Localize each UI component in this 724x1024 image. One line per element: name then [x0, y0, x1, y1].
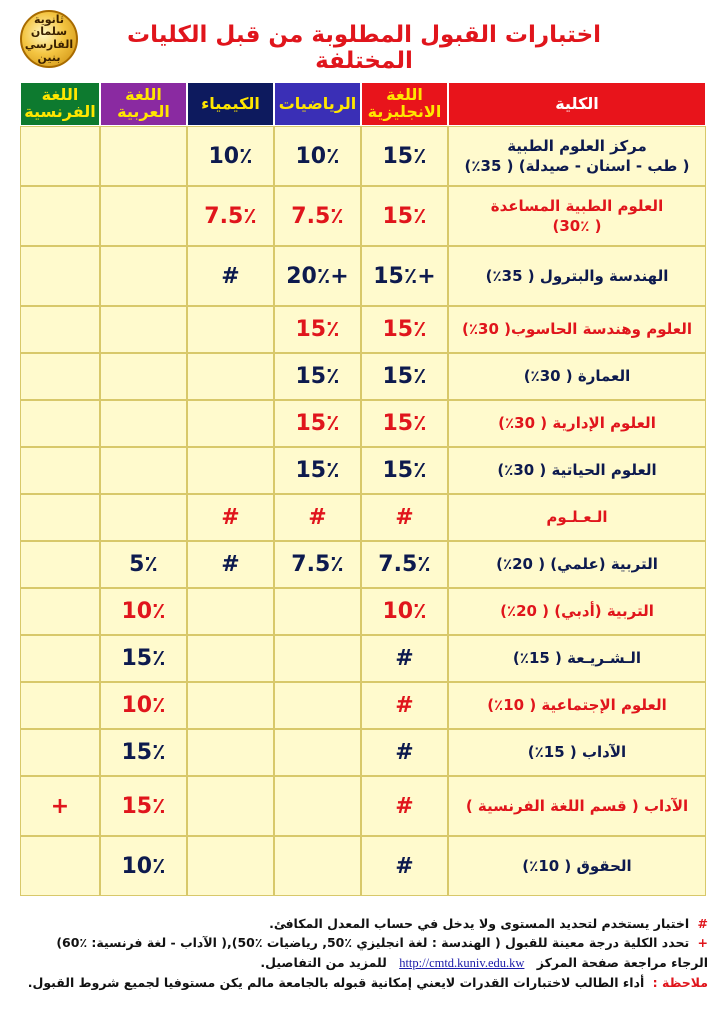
math-cell: [274, 776, 361, 836]
french-cell: [20, 126, 100, 186]
arabic-cell: [100, 246, 187, 306]
math-cell: 20٪+: [274, 246, 361, 306]
footnote-link-line: [18, 953, 708, 973]
chemistry-cell: [187, 729, 274, 776]
footnote-hash-text: اختبار يستخدم لتحديد المستوى ولا يدخل في حساب المعدل المكافئ.: [269, 916, 690, 931]
french-cell: [20, 400, 100, 447]
english-cell: 15٪: [361, 400, 448, 447]
chemistry-cell: [187, 353, 274, 400]
college-cell: العلوم الإدارية ( 30٪): [448, 400, 706, 447]
chemistry-cell: 7.5٪: [187, 186, 274, 246]
french-cell: [20, 447, 100, 494]
table-row: [20, 400, 706, 447]
math-cell: 15٪: [274, 447, 361, 494]
english-cell: #: [361, 836, 448, 896]
college-subtitle: ( 30٪): [552, 217, 602, 235]
header-french: اللغة الفرنسية: [20, 82, 100, 126]
chemistry-cell: [187, 682, 274, 729]
math-cell: [274, 836, 361, 896]
english-cell: 15٪: [361, 306, 448, 353]
college-cell: العلوم الإجتماعية ( 10٪): [448, 682, 706, 729]
table-row: [20, 186, 706, 246]
college-cell: الآداب ( قسم اللغة الفرنسية ): [448, 776, 706, 836]
college-cell: الآداب ( 15٪): [448, 729, 706, 776]
college-cell: الهندسة والبترول ( 35٪): [448, 246, 706, 306]
arabic-cell: 15٪: [100, 729, 187, 776]
english-cell: 10٪: [361, 588, 448, 635]
arabic-cell: 10٪: [100, 836, 187, 896]
college-cell: التربية (أدبي) ( 20٪): [448, 588, 706, 635]
arabic-cell: [100, 447, 187, 494]
chemistry-cell: 10٪: [187, 126, 274, 186]
math-cell: 15٪: [274, 400, 361, 447]
english-cell: 15٪: [361, 353, 448, 400]
chemistry-cell: [187, 447, 274, 494]
college-cell: العلوم وهندسة الحاسوب( 30٪): [448, 306, 706, 353]
arabic-cell: [100, 494, 187, 541]
english-cell: #: [361, 729, 448, 776]
english-cell: 15٪: [361, 186, 448, 246]
math-cell: [274, 588, 361, 635]
arabic-cell: [100, 353, 187, 400]
french-cell: [20, 729, 100, 776]
table-row: [20, 246, 706, 306]
header-chemistry: الكيمياء: [187, 82, 274, 126]
footnote-remark-mark: ملاحظة :: [652, 975, 708, 991]
footnote-hash-mark: #: [697, 916, 708, 931]
school-logo-text: ثانوية سلمان الفارسي بنين: [24, 12, 74, 64]
arabic-cell: [100, 126, 187, 186]
french-cell: [20, 588, 100, 635]
arabic-cell: 5٪: [100, 541, 187, 588]
french-cell: [20, 186, 100, 246]
school-logo: [20, 10, 78, 68]
french-cell: [20, 353, 100, 400]
footnote-hash: [18, 914, 708, 933]
table-header-row: [20, 82, 706, 126]
math-cell: [274, 729, 361, 776]
french-cell: [20, 494, 100, 541]
chemistry-cell: [187, 306, 274, 353]
header-english: اللغة الانجليزية: [361, 82, 448, 126]
french-cell: [20, 306, 100, 353]
english-cell: 15٪: [361, 447, 448, 494]
college-cell: العمارة ( 30٪): [448, 353, 706, 400]
center-website-link[interactable]: http://cmtd.kuniv.edu.kw: [399, 955, 525, 970]
arabic-cell: 10٪: [100, 588, 187, 635]
admission-tests-table: [20, 82, 706, 896]
college-cell: الـشـريـعة ( 15٪): [448, 635, 706, 682]
footnote-link-before: الرجاء مراجعة صفحة المركز: [536, 954, 708, 970]
footnote-plus-text: تحدد الكلية درجة معينة للقبول ( الهندسة : لغة انجليزي ٪50, رياضيات ٪50),( الآداب - لغة فرنسية: ٪60): [56, 935, 690, 951]
college-cell: العلوم الحياتية ( 30٪): [448, 447, 706, 494]
table-row: [20, 729, 706, 776]
header-math: الرياضيات: [274, 82, 361, 126]
arabic-cell: [100, 400, 187, 447]
arabic-cell: [100, 306, 187, 353]
table-row: [20, 836, 706, 896]
arabic-cell: 10٪: [100, 682, 187, 729]
english-cell: 7.5٪: [361, 541, 448, 588]
english-cell: #: [361, 635, 448, 682]
math-cell: [274, 682, 361, 729]
table-row: [20, 494, 706, 541]
table-row: [20, 635, 706, 682]
french-cell: [20, 682, 100, 729]
college-name: مركز العلوم الطبية: [507, 136, 647, 155]
footnote-remark-text: أداء الطالب لاختبارات القدرات لايعني إمكانية قبوله بالجامعة مالم يكن مستوفيا لجميع شروط القبول.: [27, 975, 645, 991]
college-name: العلوم الطبية المساعدة: [490, 196, 664, 215]
chemistry-cell: #: [187, 494, 274, 541]
french-cell: [20, 635, 100, 682]
math-cell: [274, 635, 361, 682]
footnote-plus-mark: +: [697, 935, 708, 951]
french-cell: +: [20, 776, 100, 836]
english-cell: #: [361, 682, 448, 729]
french-cell: [20, 836, 100, 896]
college-cell: الحقوق ( 10٪): [448, 836, 706, 896]
english-cell: 15٪: [361, 126, 448, 186]
chemistry-cell: #: [187, 246, 274, 306]
arabic-cell: [100, 186, 187, 246]
chemistry-cell: [187, 836, 274, 896]
math-cell: #: [274, 494, 361, 541]
french-cell: [20, 541, 100, 588]
footnote-link-after: للمزيد من التفاصيل.: [260, 954, 387, 970]
math-cell: 15٪: [274, 306, 361, 353]
college-cell: [448, 186, 706, 246]
table-row: [20, 353, 706, 400]
french-cell: [20, 246, 100, 306]
table-row: [20, 306, 706, 353]
chemistry-cell: #: [187, 541, 274, 588]
english-cell: #: [361, 494, 448, 541]
english-cell: 15٪+: [361, 246, 448, 306]
footnote-plus: [18, 933, 708, 952]
english-cell: #: [361, 776, 448, 836]
arabic-cell: 15٪: [100, 635, 187, 682]
college-cell: الـعـلـوم: [448, 494, 706, 541]
chemistry-cell: [187, 588, 274, 635]
table-row: [20, 541, 706, 588]
header: [0, 0, 724, 76]
chemistry-cell: [187, 635, 274, 682]
arabic-cell: 15٪: [100, 776, 187, 836]
math-cell: 7.5٪: [274, 541, 361, 588]
footnote-remark: [18, 973, 708, 992]
college-subtitle: ( طب - اسنان - صيدلة) ( 35٪): [464, 157, 690, 175]
table-row: [20, 447, 706, 494]
footnotes: [18, 914, 708, 993]
college-cell: التربية (علمي) ( 20٪): [448, 541, 706, 588]
page-title: اختبارات القبول المطلوبة من قبل الكليات المختلفة: [126, 22, 602, 74]
table-row: [20, 588, 706, 635]
table-row: [20, 126, 706, 186]
chemistry-cell: [187, 776, 274, 836]
header-college: الكلية: [448, 82, 706, 126]
college-cell: [448, 126, 706, 186]
math-cell: 7.5٪: [274, 186, 361, 246]
table-row: [20, 776, 706, 836]
header-arabic: اللغة العربية: [100, 82, 187, 126]
math-cell: 10٪: [274, 126, 361, 186]
math-cell: 15٪: [274, 353, 361, 400]
chemistry-cell: [187, 400, 274, 447]
table-row: [20, 682, 706, 729]
